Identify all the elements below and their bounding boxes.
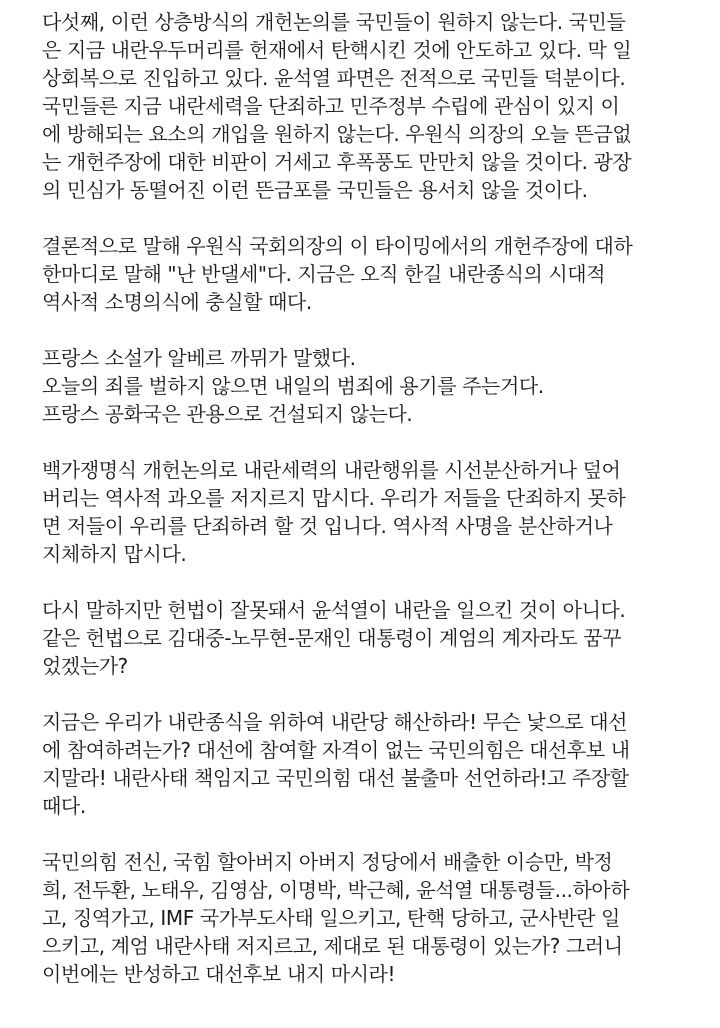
text-line: 같은 헌법으로 김대중-노무현-문재인 대통령이 계엄의 계자라도 꿈꾸 [42, 626, 622, 650]
text-line: 다섯째, 이런 상층방식의 개헌논의를 국민들이 원하지 않는다. 국민들 [42, 10, 626, 34]
text-line: 은 지금 내란우두머리를 헌재에서 탄핵시킨 것에 안도하고 있다. 막 일 [42, 38, 632, 62]
paragraph-2 [42, 232, 702, 316]
text-line: 의 민심가 동떨어진 이런 뜬금포를 국민들은 용서치 않을 것이다. [42, 178, 588, 202]
text-line: 지체하지 맙시다. [42, 542, 187, 566]
text-line: 었겠는가? [42, 654, 128, 678]
text-line: 결론적으로 말해 우원식 국회의장의 이 타이밍에서의 개헌주장에 대하 [42, 234, 633, 258]
text-line: 오늘의 죄를 벌하지 않으면 내일의 범죄에 용기를 주는거다. [42, 374, 544, 398]
paragraph-5 [42, 596, 702, 680]
text-line: 프랑스 공화국은 관용으로 건설되지 않는다. [42, 402, 413, 426]
text-line: 에 방해되는 요소의 개입을 원하지 않는다. 우원식 의장의 오늘 뜬금없 [42, 122, 632, 146]
text-line: 버리는 역사적 과오를 저지르지 맙시다. 우리가 저들을 단죄하지 못하 [42, 486, 626, 510]
text-line: 면 저들이 우리를 단죄하려 할 것 입니다. 역사적 사명을 분산하거나 [42, 514, 613, 538]
text-line: 상회복으로 진입하고 있다. 윤석열 파면은 전적으로 국민들 덕분이다. [42, 66, 626, 90]
text-line: 백가쟁명식 개헌논의로 내란세력의 내란행위를 시선분산하거나 덮어 [42, 458, 621, 482]
text-line: 역사적 소명의식에 충실할 때다. [42, 290, 312, 314]
text-line: 희, 전두환, 노태우, 김영삼, 이명박, 박근혜, 윤석열 대통령들...하아하 [42, 878, 630, 902]
text-line: 지금은 우리가 내란종식을 위하여 내란당 해산하라! 무슨 낯으로 대선 [42, 710, 628, 734]
document-body [42, 8, 702, 1016]
text-line: 에 참여하려는가? 대선에 참여할 자격이 없는 국민의힘은 대선후보 내 [42, 738, 630, 762]
text-line: 으키고, 계엄 내란사태 저지르고, 제대로 된 대통령이 있는가? 그러니 [42, 934, 623, 958]
paragraph-6 [42, 708, 702, 820]
paragraph-7 [42, 848, 702, 988]
paragraph-1 [42, 8, 702, 204]
text-line: 한마디로 말해 "난 반댈세"다. 지금은 오직 한길 내란종식의 시대적 [42, 262, 606, 286]
text-line: 프랑스 소설가 알베르 까뮈가 말했다. [42, 346, 356, 370]
text-line: 때다. [42, 794, 86, 818]
text-line: 국민의힘 전신, 국힘 할아버지 아버지 정당에서 배출한 이승만, 박정 [42, 850, 613, 874]
text-line: 이번에는 반성하고 대선후보 내지 마시라! [42, 962, 396, 986]
text-line: 고, 징역가고, IMF 국가부도사태 일으키고, 탄핵 당하고, 군사반란 일 [42, 906, 620, 930]
paragraph-4 [42, 456, 702, 568]
text-line: 지말라! 내란사태 책임지고 국민의힘 대선 불출마 선언하라!고 주장할 [42, 766, 629, 790]
text-line: 는 개헌주장에 대한 비판이 거세고 후폭풍도 만만치 않을 것이다. 광장 [42, 150, 632, 174]
text-line: 국민들른 지금 내란세력을 단죄하고 민주정부 수립에 관심이 있지 이 [42, 94, 620, 118]
paragraph-3 [42, 344, 702, 428]
text-line: 다시 말하지만 헌법이 잘못돼서 윤석열이 내란을 일으킨 것이 아니다. [42, 598, 626, 622]
